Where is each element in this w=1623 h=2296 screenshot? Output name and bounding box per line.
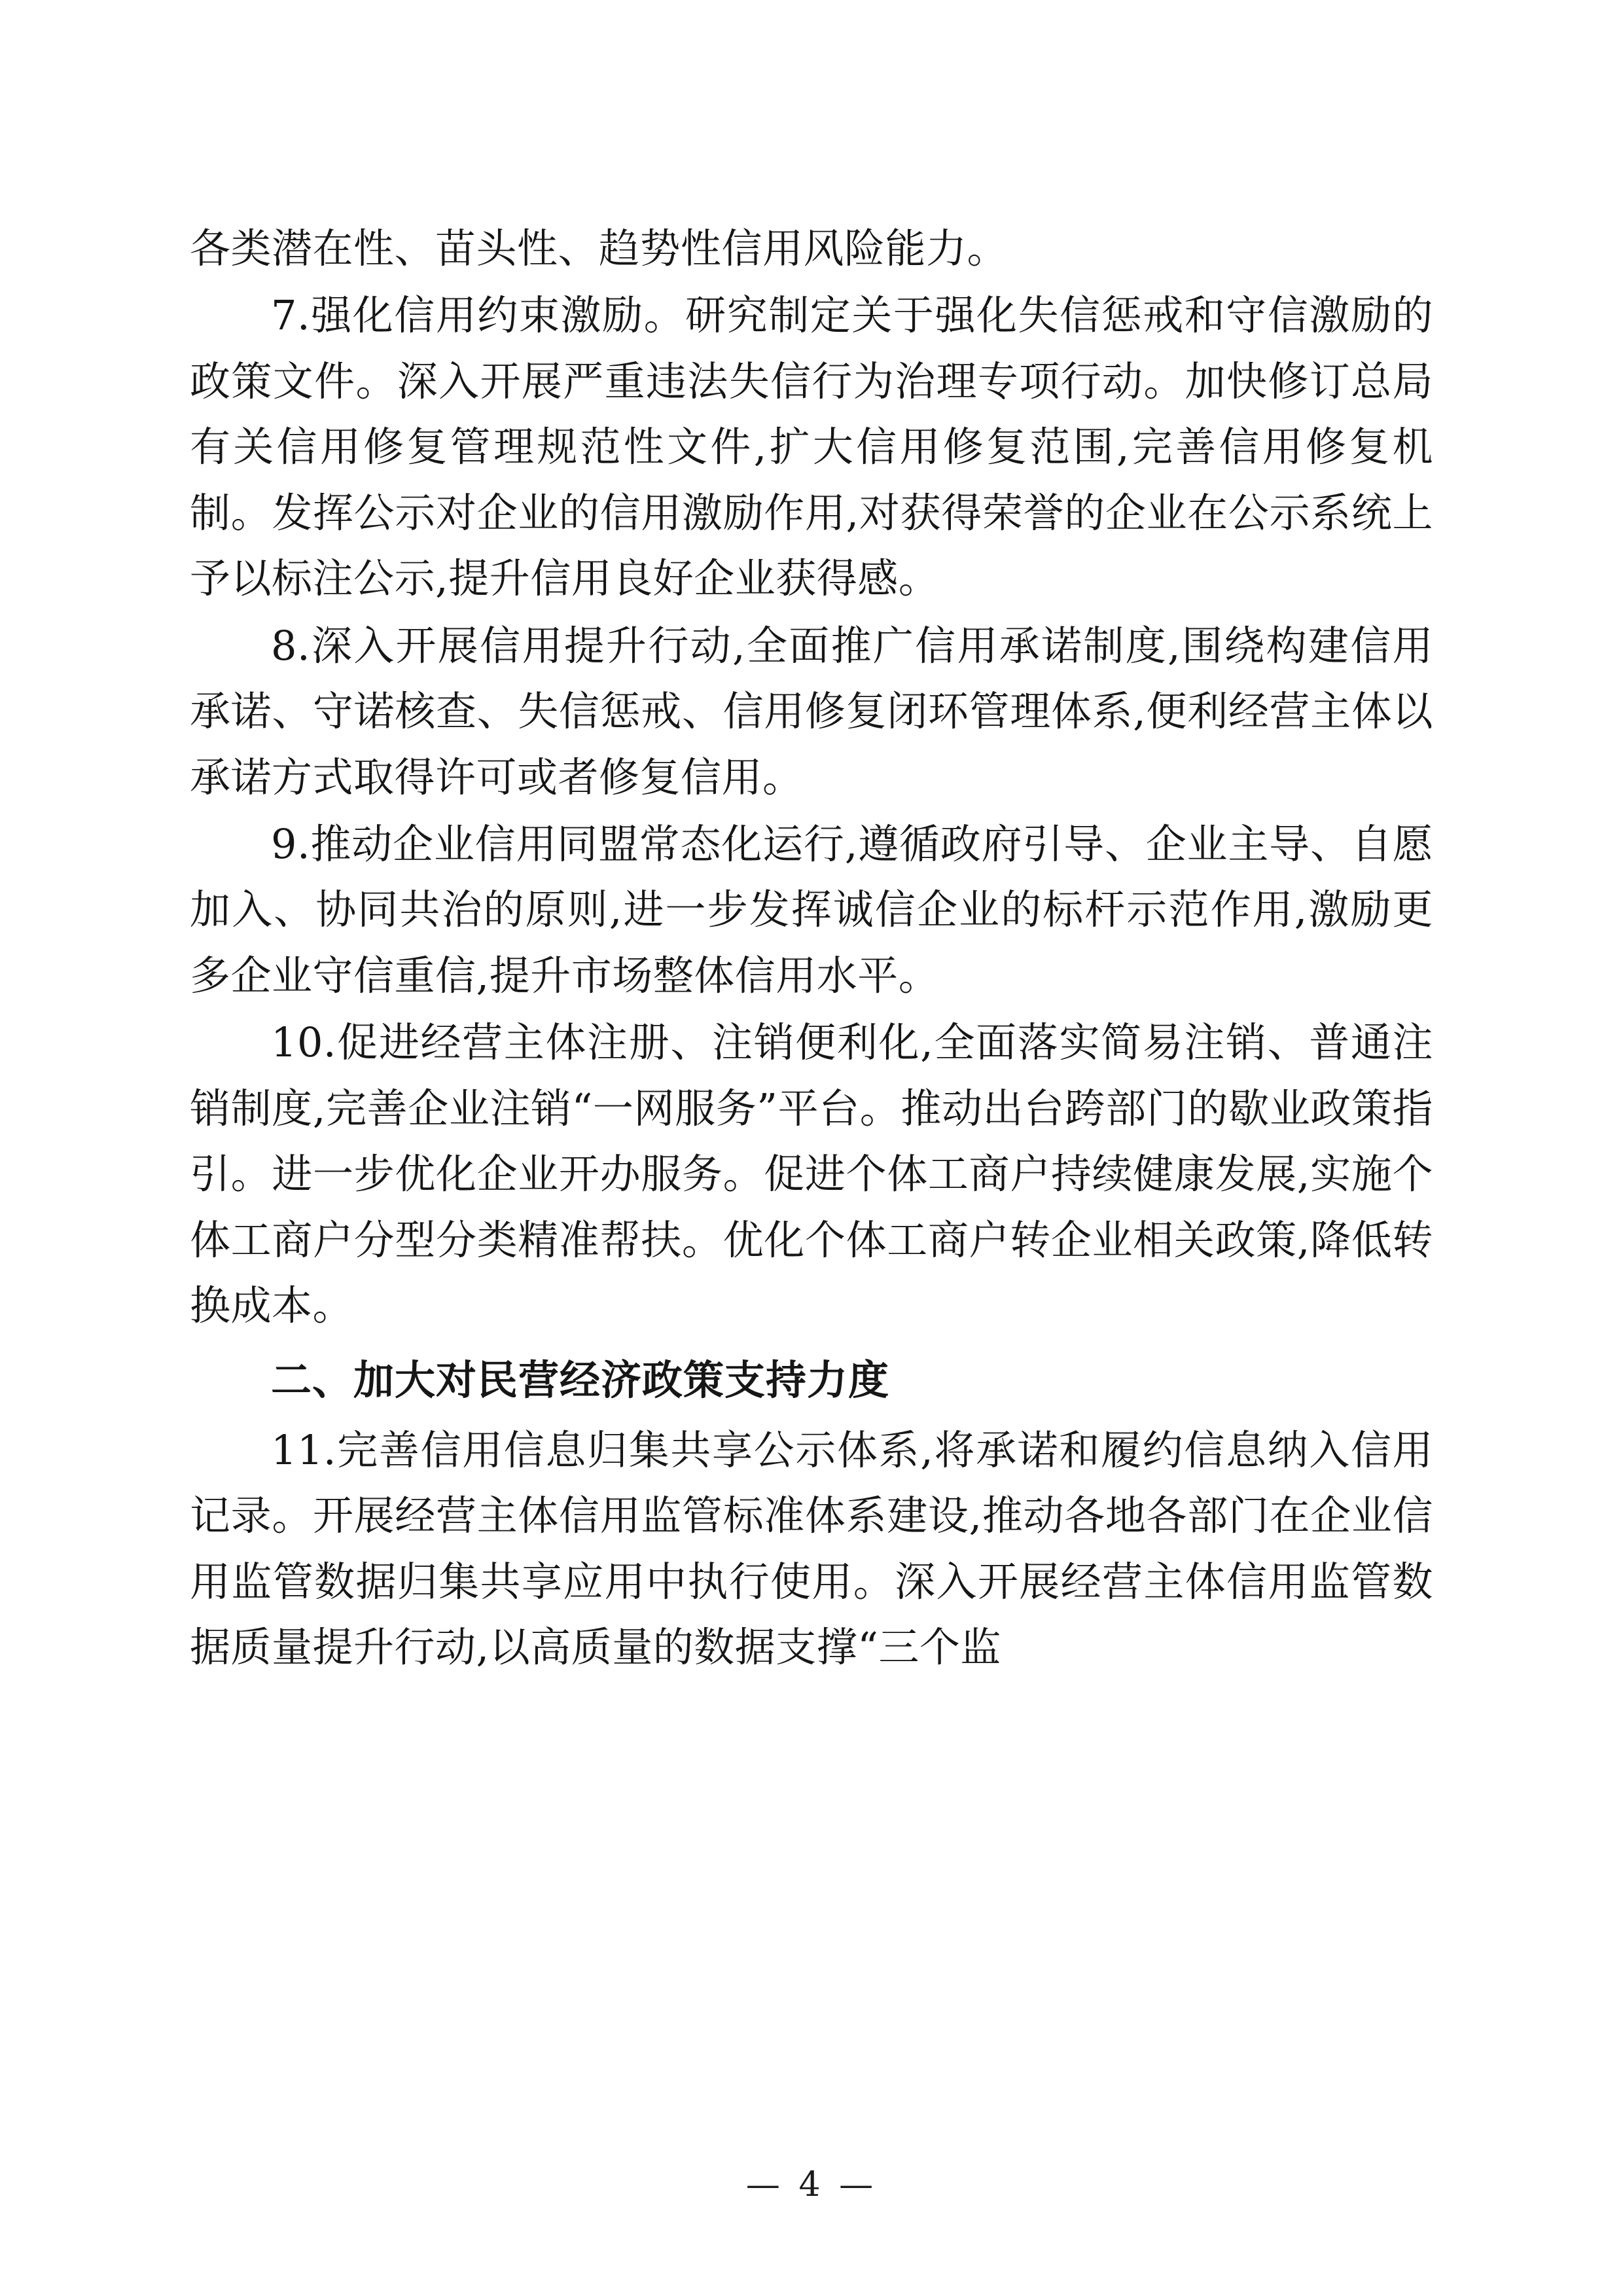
section-heading-two: 二、加大对民营经济政策支持力度 (271, 1356, 890, 1405)
paragraph-item-9: 9.推动企业信用同盟常态化运行,遵循政府引导、企业主导、自愿加入、协同共治的原则,进一步发挥诚信企业的标杆示范作用,激励更多企业守信重信,提升市场整体信用水平。 (190, 819, 1433, 999)
page-number: — 4 — (745, 2165, 878, 2204)
paragraph-item-8: 8.深入开展信用提升行动,全面推广信用承诺制度,围绕构建信用承诺、守诺核查、失信惩戒、信用修复闭环管理体系,便利经营主体以承诺方式取得许可或者修复信用。 (190, 621, 1433, 801)
document-body (190, 216, 1433, 1681)
paragraph-item-7: 7.强化信用约束激励。研究制定关于强化失信惩戒和守信激励的政策文件。深入开展严重违法失信行为治理专项行动。加快修订总局有关信用修复管理规范性文件,扩大信用修复范围,完善信用修复机制。发挥公示对企业的信用激励作用,对获得荣誉的企业在公示系统上予以标注公示,提升信用良好企业获得感。 (190, 291, 1433, 603)
paragraph-continued: 各类潜在性、苗头性、趋势性信用风险能力。 (190, 224, 1008, 272)
paragraph-item-11: 11.完善信用信息归集共享公示体系,将承诺和履约信息纳入信用记录。开展经营主体信用监管标准体系建设,推动各地各部门在企业信用监管数据归集共享应用中执行使用。深入开展经营主体信用监管数据质量提升行动,以高质量的数据支撑“三个监 (190, 1426, 1433, 1672)
paragraph-item-10: 10.促进经营主体注册、注销便利化,全面落实简易注销、普通注销制度,完善企业注销“一网服务”平台。推动出台跨部门的歇业政策指引。进一步优化企业开办服务。促进个体工商户持续健康发展,实施个体工商户分型分类精准帮扶。优化个体工商户转企业相关政策,降低转换成本。 (190, 1018, 1433, 1329)
